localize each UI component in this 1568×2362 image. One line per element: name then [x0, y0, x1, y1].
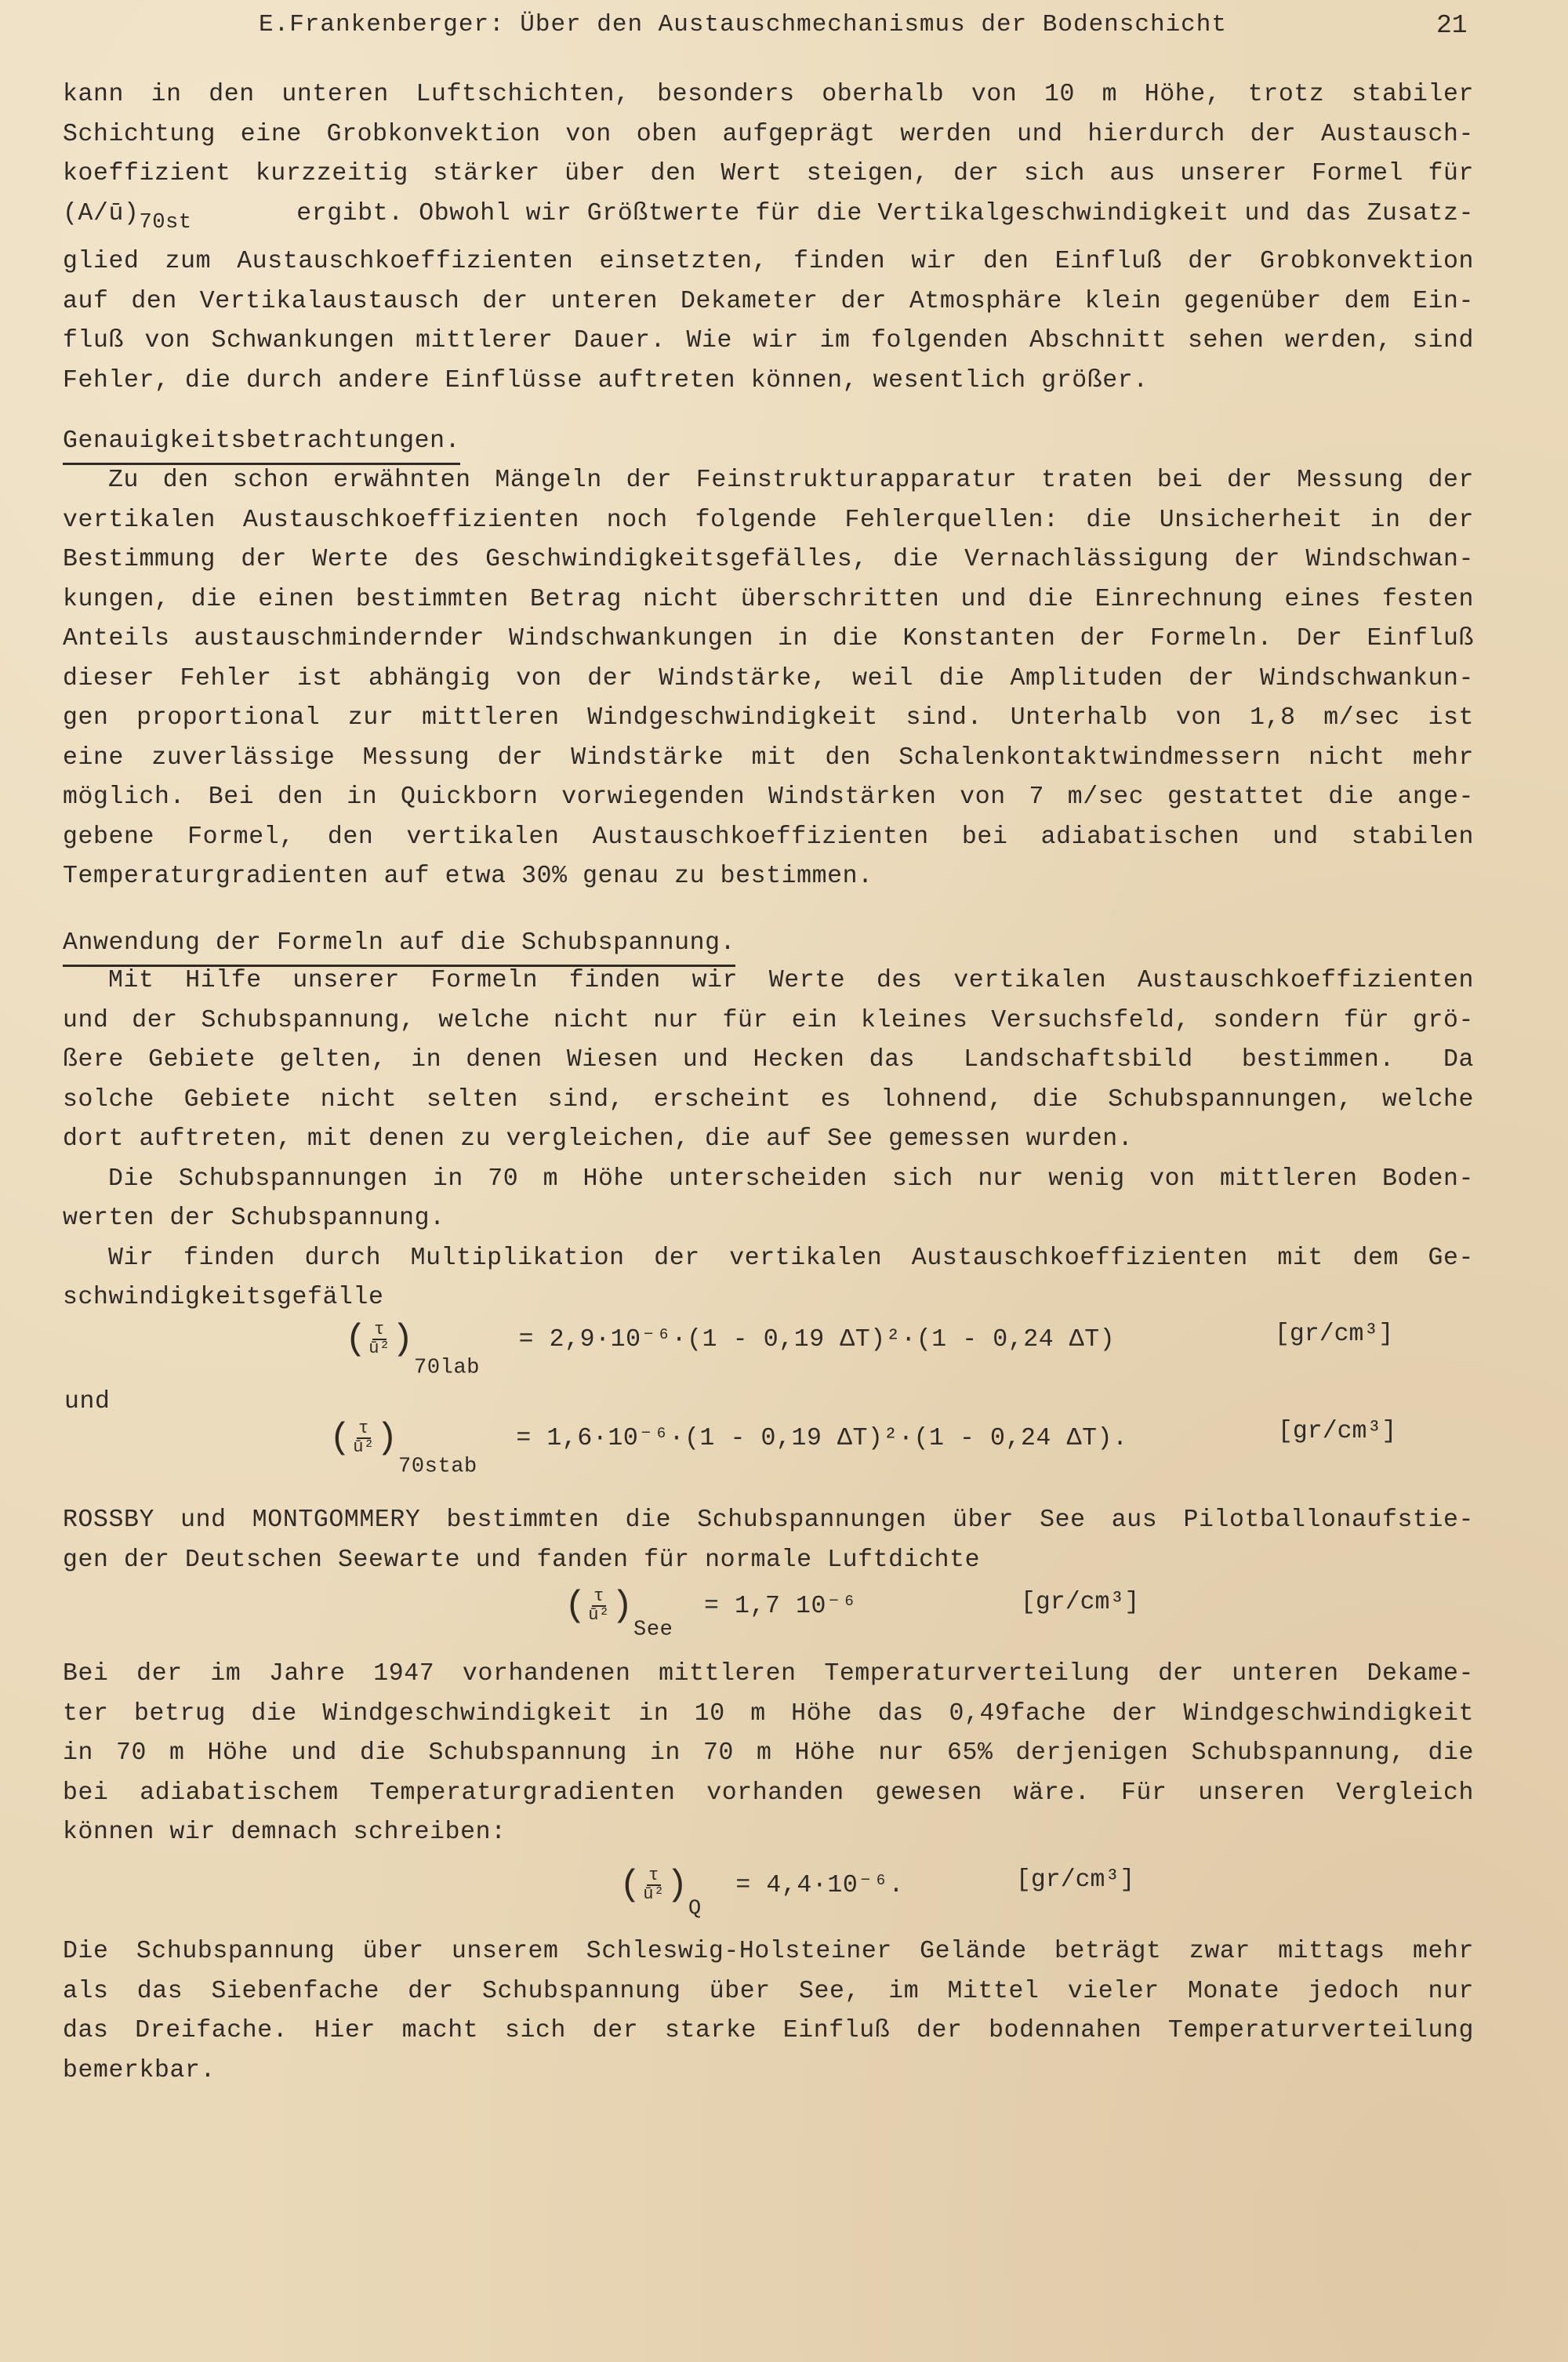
unit-label: [gr/cm³]	[1275, 1321, 1394, 1348]
heading-text: Genauigkeitsbetrachtungen.	[63, 422, 460, 465]
paragraph-rossby	[63, 1501, 1474, 1580]
text-line: solche Gebiete nicht selten sind, erscheint es lohnend, die Schubspannungen, welche	[63, 1085, 1474, 1114]
text-line: ter betrug die Windgeschwindigkeit in 10 m Höhe das 0,49fache der Windgeschwindigkeit	[63, 1699, 1474, 1728]
text-line: bemerkbar.	[63, 2056, 216, 2084]
text-line: Fehler, die durch andere Einflüsse auftreten können, wesentlich größer.	[63, 366, 1149, 394]
text-line: Mit Hilfe unserer Formeln finden wir Werte des vertikalen Austauschkoeffizienten	[108, 967, 1474, 994]
paragraph-temperature	[63, 1655, 1474, 1853]
text-line: Schichtung eine Grobkonvektion von oben aufgeprägt werden und hierdurch der Austausch-	[63, 120, 1474, 148]
text-line: auf den Vertikalaustausch der unteren Dekameter der Atmosphäre klein gegenüber dem Ein-	[63, 287, 1474, 315]
text-line: vertikalen Austauschkoeffizienten noch folgende Fehlerquellen: die Unsicherheit in der	[63, 506, 1474, 534]
inline-formula: (A/ū)70st	[63, 199, 192, 234]
equation-q: ( $\frac{\tau}{\text{ū²}}$ )Q = 4,4·10⁻⁶.	[619, 1865, 904, 1921]
text-line: schwindigkeitsgefälle	[63, 1284, 384, 1311]
text-line: ßere Gebiete gelten, in denen Wiesen und Hecken das Landschaftsbild bestimmen. Da	[63, 1046, 1474, 1074]
text-line: Anteils austauschmindernder Windschwankungen in die Konstanten der Formeln. Der Einfluß	[63, 625, 1474, 652]
text-line: Zu den schon erwähnten Mängeln der Feinstrukturapparatur traten bei der Messung der	[108, 467, 1474, 494]
paragraph-conclusion	[63, 1932, 1474, 2091]
paragraph-intro	[63, 75, 1474, 401]
fraction: $\frac{\tau}{\text{ū²}}$	[353, 1419, 375, 1457]
text-line: bei adiabatischem Temperaturgradienten vorhanden gewesen wäre. Für unseren Vergleich	[63, 1779, 1474, 1807]
text-line: koeffizient kurzzeitig stärker über den Wert steigen, der sich aus unserer Formel für	[63, 160, 1474, 187]
fraction: $\frac{\tau}{\text{ū²}}$	[588, 1586, 610, 1625]
text-line: gen proportional zur mittleren Windgeschwindigkeit sind. Unterhalb von 1,8 m/sec ist	[63, 704, 1474, 732]
text-line: Bei der im Jahre 1947 vorhandenen mittleren Temperaturverteilung der unteren Dekame-	[63, 1660, 1474, 1688]
text-line: können wir demnach schreiben:	[63, 1819, 506, 1846]
unit-label: [gr/cm³]	[1278, 1418, 1397, 1445]
text-line: das Dreifache. Hier macht sich der starke Einfluß der bodennahen Temperaturverteilung	[63, 2017, 1474, 2044]
text-line-formula	[63, 194, 1474, 243]
equation-labile: ( $\frac{\tau}{\text{ū²}}$ )70lab = 2,9·10⁻⁶·(1 - 0,19 ΔT)²·(1 - 0,24 ΔT)	[345, 1319, 1116, 1380]
unit-label: [gr/cm³]	[1016, 1866, 1135, 1894]
text-line: Wir finden durch Multiplikation der vertikalen Austauschkoeffizienten mit dem Ge-	[108, 1244, 1474, 1272]
section-heading-accuracy	[63, 422, 1474, 465]
text-line: dieser Fehler ist abhängig von der Windstärke, weil die Amplituden der Windschwankun-	[63, 664, 1474, 692]
paragraph-application	[63, 961, 1474, 1318]
text-line: Die Schubspannung über unserem Schleswig-Holsteiner Gelände beträgt zwar mittags mehr	[63, 1938, 1474, 1965]
text-line: in 70 m Höhe und die Schubspannung in 70 m Höhe nur 65% derjenigen Schubspannung, die	[63, 1739, 1474, 1767]
page-number: 21	[1436, 11, 1468, 40]
heading-text: Anwendung der Formeln auf die Schubspannung.	[63, 924, 735, 967]
text-line: Die Schubspannungen in 70 m Höhe unterscheiden sich nur wenig von mittleren Boden-	[108, 1165, 1474, 1193]
text-line: eine zuverlässige Messung der Windstärke mit den Schalenkontaktwindmessern nicht mehr	[63, 743, 1474, 772]
text-line: Temperaturgradienten auf etwa 30% genau zu bestimmen.	[63, 863, 873, 890]
text-line: gebene Formel, den vertikalen Austauschkoeffizienten bei adiabatischen und stabilen	[63, 823, 1474, 851]
text-line: gen der Deutschen Seewarte und fanden für normale Luftdichte	[63, 1546, 981, 1574]
text-line: und der Schubspannung, welche nicht nur für ein kleines Versuchsfeld, sondern für grö-	[63, 1006, 1474, 1034]
text-line: dort auftreten, mit denen zu vergleichen, die auf See gemessen wurden.	[63, 1125, 1134, 1153]
text-line: möglich. Bei den in Quickborn vorwiegenden Windstärken von 7 m/sec gestattet die ange-	[63, 783, 1474, 811]
fraction: $\frac{\tau}{\text{ū²}}$	[368, 1320, 390, 1358]
running-header: E.Frankenberger: Über den Austauschmechanismus der Bodenschicht	[259, 11, 1227, 38]
text-line: glied zum Austauschkoeffizienten einsetzten, finden wir den Einfluß der Grobkonvektion	[63, 248, 1474, 275]
unit-label: [gr/cm³]	[1021, 1589, 1140, 1616]
text-line: kann in den unteren Luftschichten, besonders oberhalb von 10 m Höhe, trotz stabiler	[63, 81, 1474, 108]
text-line: ROSSBY und MONTGOMMERY bestimmten die Schubspannungen über See aus Pilotballonaufstie-	[63, 1506, 1474, 1534]
text-line: Bestimmung der Werte des Geschwindigkeitsgefälles, die Vernachlässigung der Windschwan-	[63, 546, 1474, 573]
text-fragment: ergibt. Obwohl wir Größtwerte für die Vertikalgeschwindigkeit und das Zusatz-	[296, 199, 1474, 227]
equation-sea: ( $\frac{\tau}{\text{ū²}}$ )See = 1,7 10⁻⁶	[564, 1586, 858, 1642]
text-line: werten der Schubspannung.	[63, 1205, 445, 1232]
text-line: kungen, die einen bestimmten Betrag nicht überschritten und die Einrechnung eines festen	[63, 585, 1474, 613]
text-line: fluß von Schwankungen mittlerer Dauer. Wie wir im folgenden Abschnitt sehen werden, sind	[63, 327, 1474, 354]
section-heading-application	[63, 924, 1474, 967]
connector-word: und	[64, 1388, 111, 1415]
text-line: als das Siebenfache der Schubspannung über See, im Mittel vieler Monate jedoch nur	[63, 1977, 1474, 2005]
paragraph-accuracy	[63, 461, 1474, 897]
fraction: $\frac{\tau}{\text{ū²}}$	[643, 1866, 665, 1904]
equation-stable: ( $\frac{\tau}{\text{ū²}}$ )70stab = 1,6·10⁻⁶·(1 - 0,19 ΔT)²·(1 - 0,24 ΔT).	[329, 1418, 1128, 1479]
